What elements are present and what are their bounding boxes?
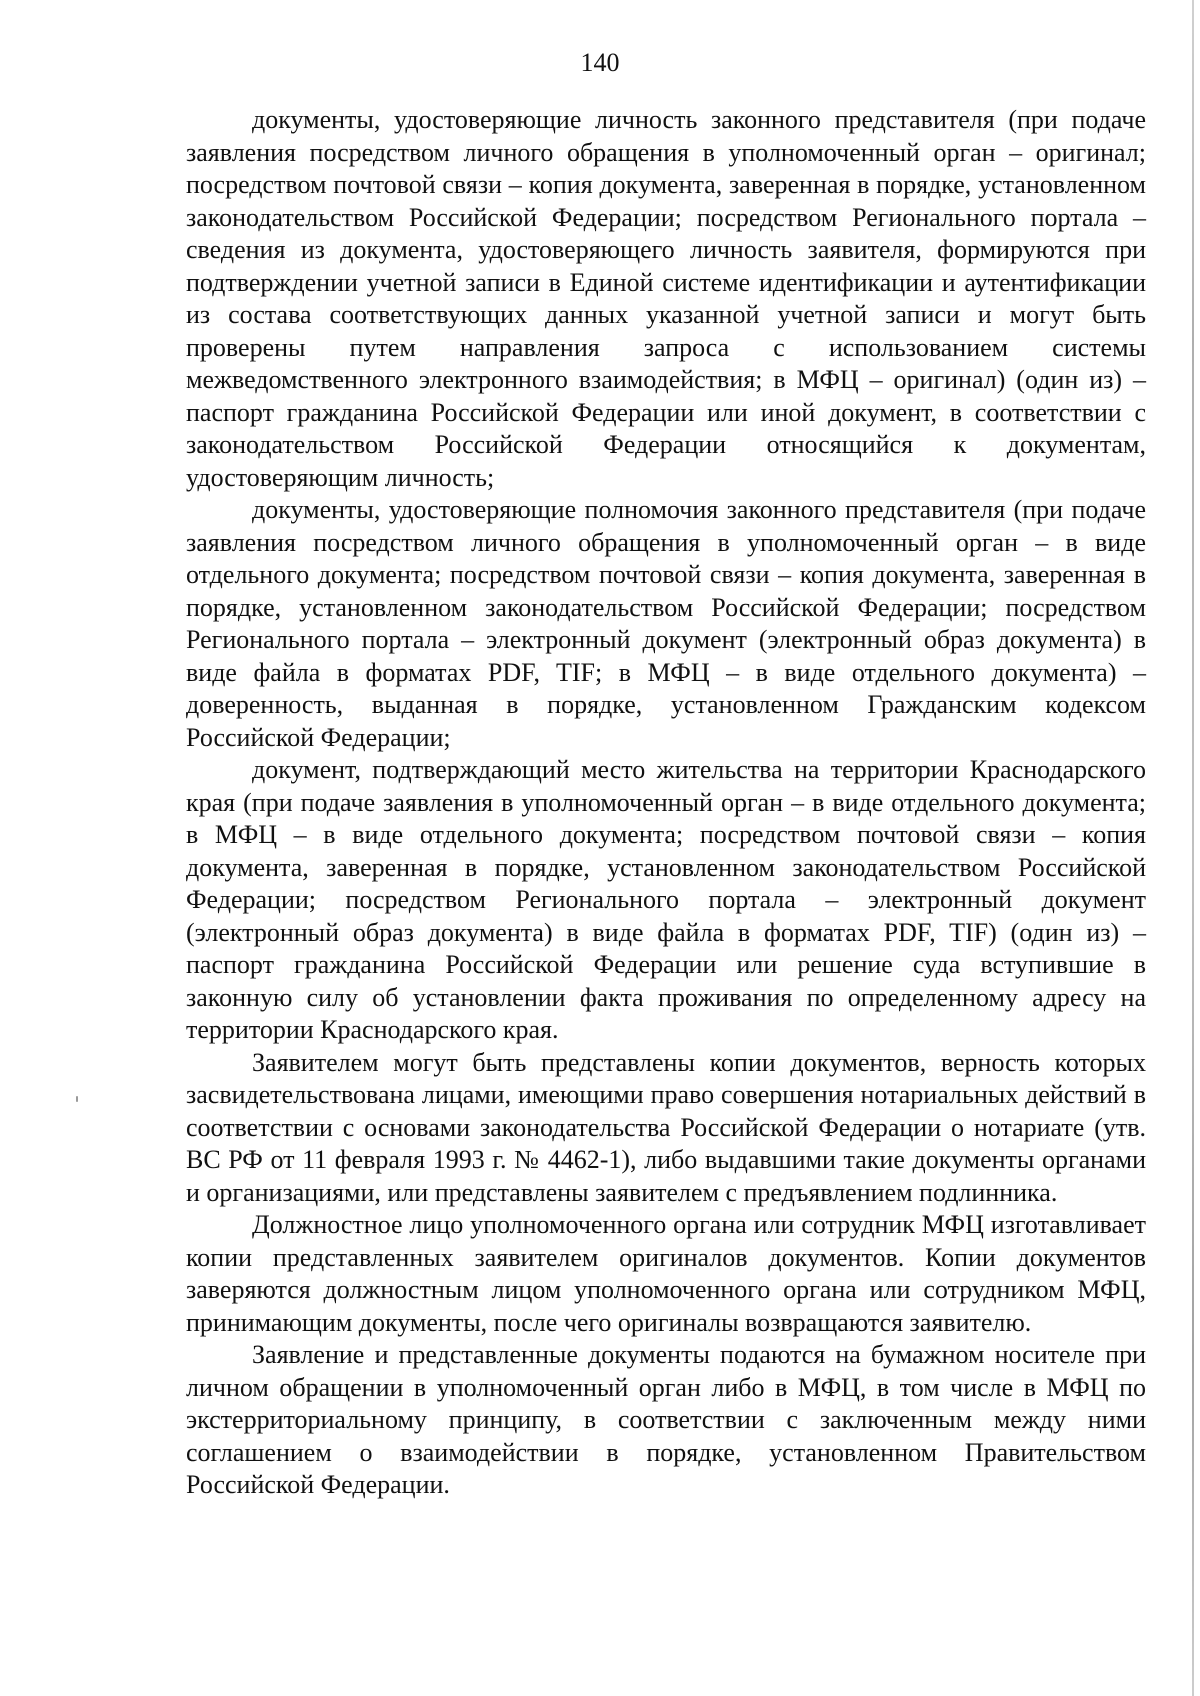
paragraph-submission-method: Заявление и представленные документы подаются на бумажном носителе при личном обращении в уполномоченный орган либо в МФЦ, в том числе в МФЦ по экстерриториальному принципу, в соответствии с заключенным между ними соглашением о взаимодействии в порядке, установленном Правительством Российской Федерации.: [186, 1340, 1146, 1499]
scan-edge-line: [1192, 0, 1194, 1696]
document-body: [186, 104, 1146, 1502]
scan-speck: [76, 1096, 78, 1102]
paragraph-residence-document: документ, подтверждающий место жительства на территории Краснодарского края (при подаче заявления в уполномоченный орган – в виде отдельного документа; в МФЦ – в виде отдельного документа; посредством почтовой связи – копия документа, заверенная в порядке, установленном законодательством Российской Федерации; посредством Регионального портала – электронный документ (электронный образ документа) в виде файла в форматах PDF, TIF) (один из) – паспорт гражданина Российской Федерации или решение суда вступившие в законную силу об установлении факта проживания по определенному адресу на территории Краснодарского края.: [186, 755, 1146, 1044]
page-number: 140: [580, 48, 620, 77]
paragraph-representative-identity: документы, удостоверяющие личность законного представителя (при подаче заявления посредством личного обращения в уполномоченный орган – оригинал; посредством почтовой связи – копия документа, заверенная в порядке, установленном законодательством Российской Федерации; посредством Регионального портала – сведения из документа, удостоверяющего личность заявителя, формируются при подтверждении учетной записи в Единой системе идентификации и аутентификации из состава соответствующих данных указанной учетной записи и могут быть проверены путем направления запроса с использованием системы межведомственного электронного взаимодействия; в МФЦ – оригинал) (один из) – паспорт гражданина Российской Федерации или иной документ, в соответствии с законодательством Российской Федерации относящийся к документам, удостоверяющим личность;: [186, 105, 1146, 492]
paragraph-representative-authority: документы, удостоверяющие полномочия законного представителя (при подаче заявления посредством личного обращения в уполномоченный орган – в виде отдельного документа; посредством почтовой связи – копия документа, заверенная в порядке, установленном законодательством Российской Федерации; посредством Регионального портала – электронный документ (электронный образ документа) в виде файла в форматах PDF, TIF; в МФЦ – в виде отдельного документа) – доверенность, выданная в порядке, установленном Гражданским кодексом Российской Федерации;: [186, 495, 1146, 752]
paragraph-certified-copies: Заявителем могут быть представлены копии документов, верность которых засвидетельствована лицами, имеющими право совершения нотариальных действий в соответствии с основами законодательства Российской Федерации о нотариате (утв. ВС РФ от 11 февраля 1993 г. № 4462-1), либо выдавшими такие документы органами и организациями, или представлены заявителем с предъявлением подлинника.: [186, 1047, 1146, 1207]
paragraph-copy-making: Должностное лицо уполномоченного органа или сотрудник МФЦ изготавливает копии представленных заявителем оригиналов документов. Копии документов заверяются должностным лицом уполномоченного органа или сотрудником МФЦ, принимающим документы, после чего оригиналы возвращаются заявителю.: [186, 1210, 1146, 1337]
